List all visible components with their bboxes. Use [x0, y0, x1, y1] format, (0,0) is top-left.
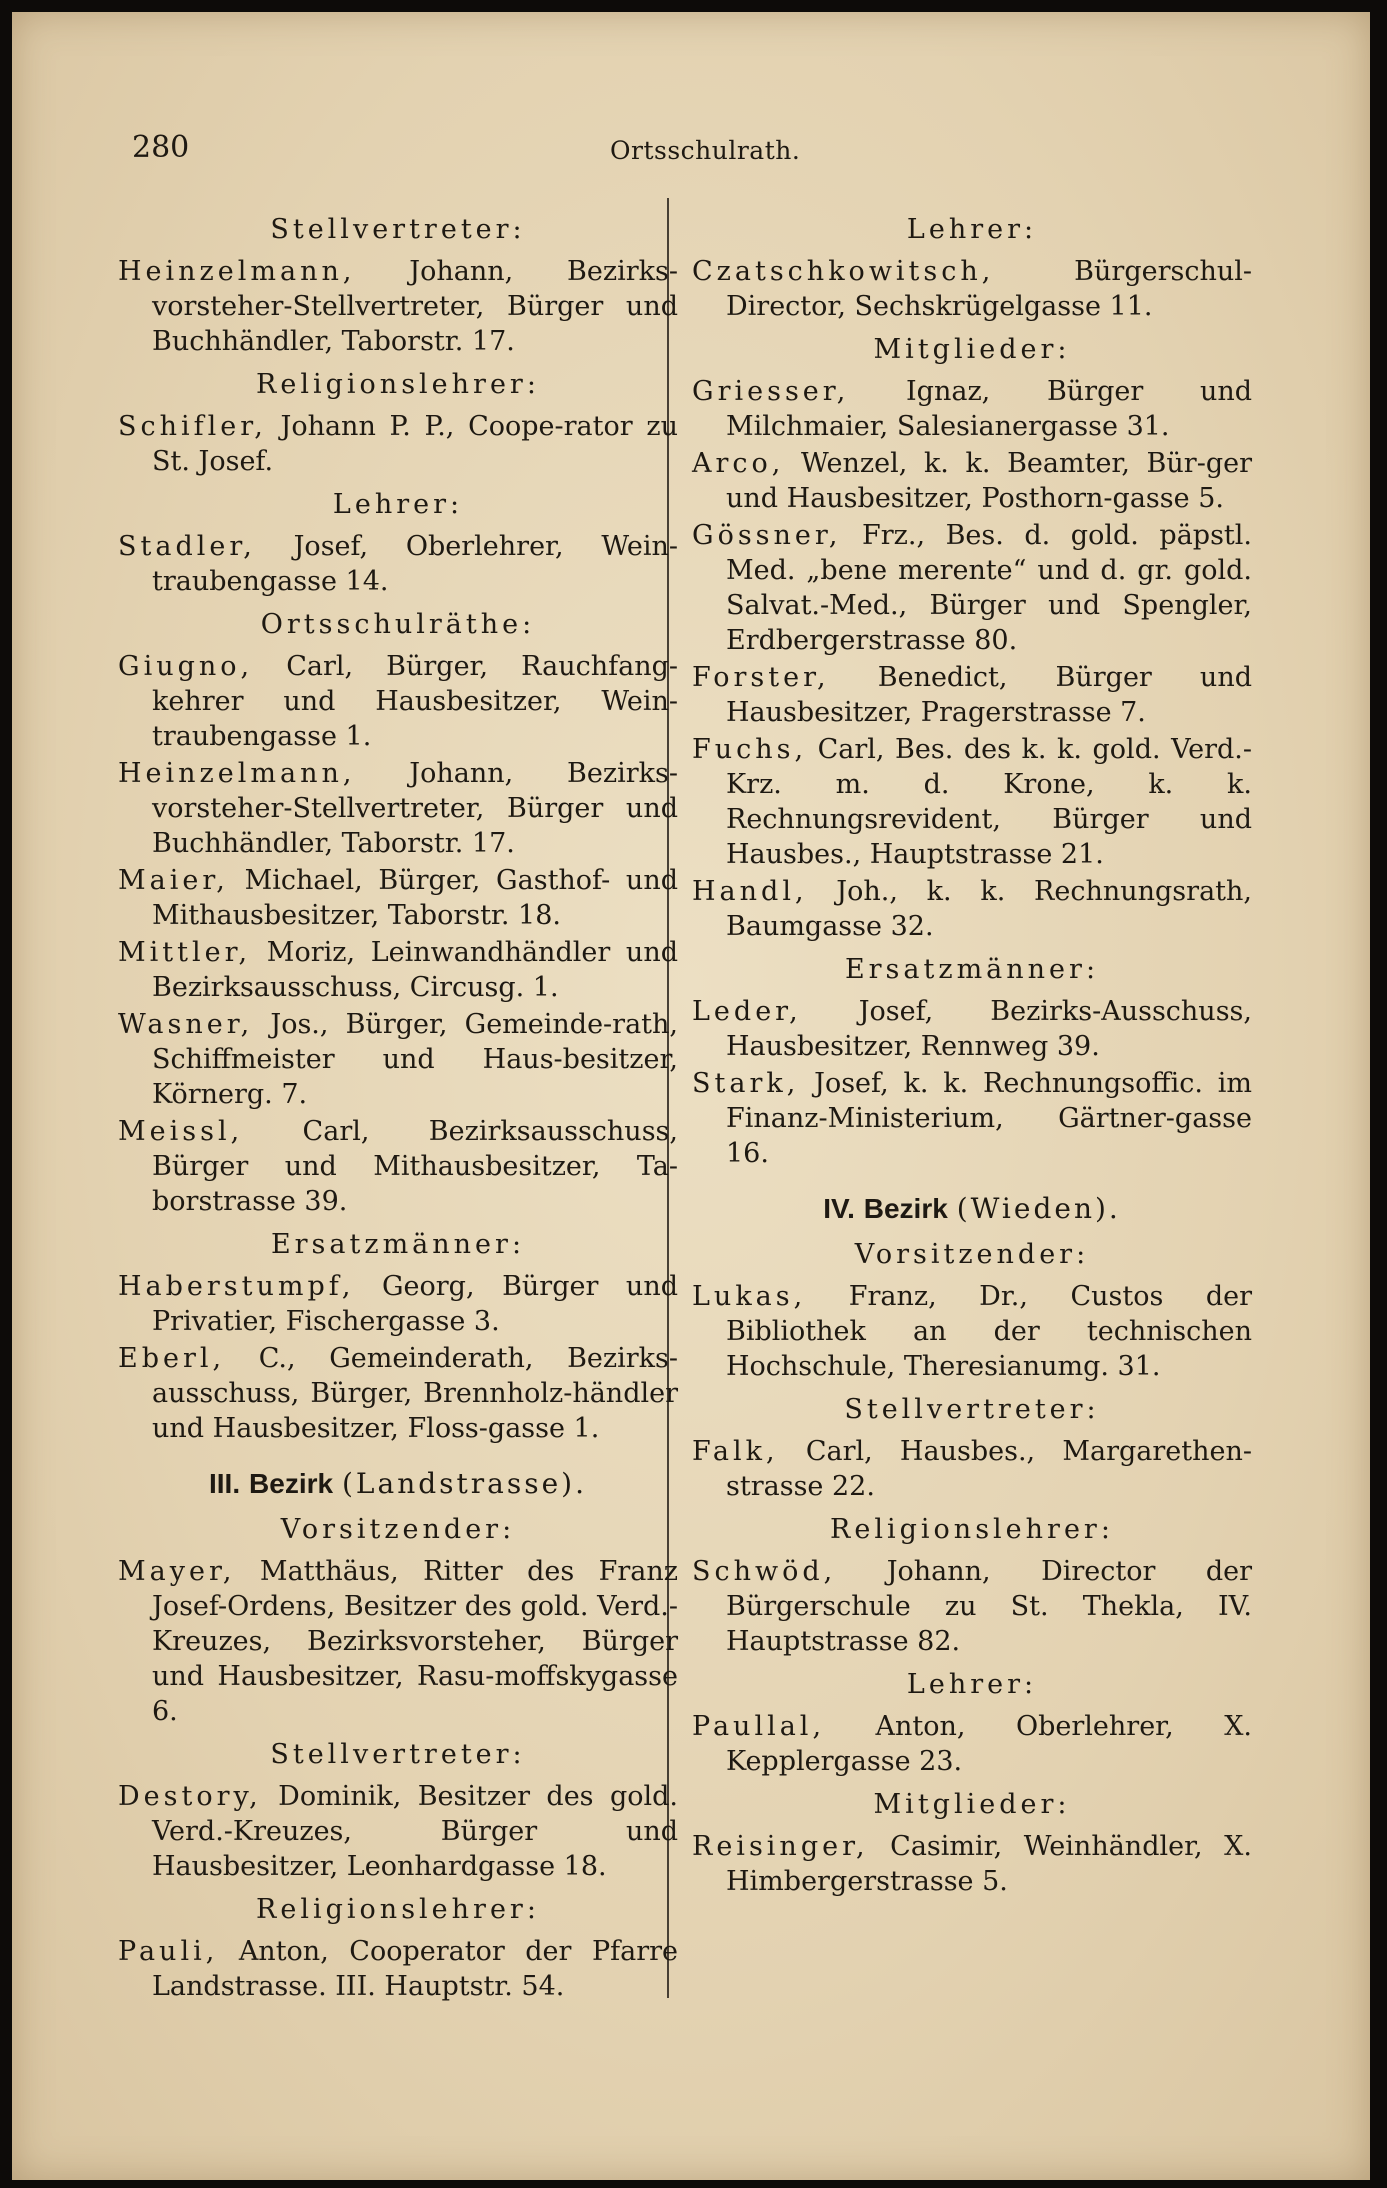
page-number: 280 [132, 130, 190, 165]
person-name: Stadler, [118, 531, 256, 562]
entry-text: Josef, Oberlehrer, Wein-traubengasse 14. [152, 531, 678, 597]
entry-text: Carl, Bürger, Rauchfang-kehrer und Hausbesitzer, Wein-traubengasse 1. [152, 651, 678, 752]
list-item [692, 1066, 1252, 1171]
person-name: Forster, [692, 662, 830, 693]
entry-text: Anton, Oberlehrer, X. Kepplergasse 23. [726, 1711, 1252, 1777]
district-heading [118, 1464, 678, 1504]
list-item [692, 1554, 1252, 1659]
person-name: Meissl, [118, 1116, 244, 1147]
section-heading: Ersatzmänner: [270, 1229, 526, 1260]
list-item [692, 994, 1252, 1064]
entry-text: Matthäus, Ritter des Franz Josef-Ordens, Besitzer des gold. Verd.-Kreuzes, Bezirksvorsteher, Bürger und Hausbesitzer, Rasu-moffskygasse 6. [152, 1556, 678, 1727]
list-item [692, 518, 1252, 658]
section-heading: Stellvertreter: [844, 1394, 1100, 1425]
section-heading: Vorsitzender: [854, 1239, 1090, 1270]
section-heading: Mitglieder: [873, 334, 1071, 365]
entry-text: Carl, Bes. des k. k. gold. Verd.-Krz. m. d. Krone, k. k. Rechnungsrevident, Bürger und Hausbes., Hauptstrasse 21. [726, 734, 1252, 870]
list-item [692, 874, 1252, 944]
person-name: Griesser, [692, 376, 850, 407]
section-heading: Mitglieder: [873, 1789, 1071, 1820]
person-name: Giugno, [118, 651, 254, 682]
running-title: Ortsschulrath. [610, 136, 801, 165]
person-name: Falk, [692, 1436, 779, 1467]
entry-text: Georg, Bürger und Privatier, Fischergasse 3. [152, 1271, 678, 1337]
person-name: Fuchs, [692, 734, 808, 765]
person-name: Heinzelmann, [118, 758, 356, 789]
list-item [692, 1434, 1252, 1504]
person-name: Czatschkowitsch, [692, 256, 995, 287]
list-item [118, 1554, 678, 1729]
district-heading [692, 1189, 1252, 1229]
person-name: Mittler, [118, 937, 252, 968]
list-item [692, 1709, 1252, 1779]
section-heading: Stellvertreter: [270, 214, 526, 245]
entry-text: Casimir, Weinhändler, X. Himbergerstrasse 5. [726, 1831, 1252, 1897]
list-item [692, 1279, 1252, 1384]
person-name: Handl, [692, 876, 808, 907]
entry-text: Johann, Bezirks-vorsteher-Stellvertreter, Bürger und Buchhändler, Taborstr. 17. [152, 256, 678, 357]
section-heading: Lehrer: [906, 1669, 1038, 1700]
entry-text: Bürgerschul-Director, Sechskrügelgasse 11. [726, 256, 1252, 322]
list-item [118, 756, 678, 861]
list-item [118, 1114, 678, 1219]
section-heading: Religionslehrer: [256, 369, 540, 400]
entry-text: Wenzel, k. k. Beamter, Bür-ger und Hausbesitzer, Posthorn-gasse 5. [726, 448, 1252, 514]
person-name: Pauli, [118, 1936, 219, 1967]
list-item [118, 1007, 678, 1112]
list-item [692, 1829, 1252, 1899]
person-name: Mayer, [118, 1556, 236, 1587]
entry-text: Moriz, Leinwandhändler und Bezirksausschuss, Circusg. 1. [152, 937, 678, 1003]
section-heading: Religionslehrer: [256, 1894, 540, 1925]
district-name: (Wieden). [956, 1192, 1121, 1225]
entry-text: Josef, Bezirks-Ausschuss, Hausbesitzer, Rennweg 39. [726, 996, 1252, 1062]
district-word: Bezirk [863, 1193, 948, 1224]
list-item [118, 409, 678, 479]
list-item [118, 863, 678, 933]
district-word: Bezirk [249, 1468, 334, 1499]
entry-text: Carl, Bezirksausschuss, Bürger und Mithausbesitzer, Ta-borstrasse 39. [152, 1116, 678, 1217]
section-heading: Lehrer: [906, 214, 1038, 245]
right-column [692, 204, 1252, 1901]
entry-text: Dominik, Besitzer des gold. Verd.-Kreuzes, Bürger und Hausbesitzer, Leonhardgasse 18. [152, 1781, 678, 1882]
district-name: (Landstrasse). [341, 1467, 587, 1500]
entry-text: Johann P. P., Coope-rator zu St. Josef. [152, 411, 678, 477]
person-name: Lukas, [692, 1281, 807, 1312]
list-item [118, 1269, 678, 1339]
district-number: III. [209, 1468, 241, 1499]
left-column [118, 204, 678, 2006]
person-name: Wasner, [118, 1009, 254, 1040]
entry-text: Ignaz, Bürger und Milchmaier, Salesianergasse 31. [726, 376, 1252, 442]
list-item [118, 1341, 678, 1446]
section-heading: Religionslehrer: [830, 1514, 1114, 1545]
entry-text: C., Gemeinderath, Bezirks-ausschuss, Bürger, Brennholz-händler und Hausbesitzer, Floss-gasse 1. [152, 1343, 678, 1444]
entry-text: Michael, Bürger, Gasthof- und Mithausbesitzer, Taborstr. 18. [152, 865, 678, 931]
person-name: Reisinger, [692, 1831, 869, 1862]
list-item [118, 254, 678, 359]
person-name: Arco, [692, 448, 785, 479]
book-page [12, 12, 1370, 2180]
list-item [692, 660, 1252, 730]
section-heading: Lehrer: [332, 489, 464, 520]
list-item [118, 1779, 678, 1884]
entry-text: Johann, Director der Bürgerschule zu St. Thekla, IV. Hauptstrasse 82. [726, 1556, 1252, 1657]
person-name: Gössner, [692, 520, 842, 551]
person-name: Heinzelmann, [118, 256, 356, 287]
entry-text: Joh., k. k. Rechnungsrath, Baumgasse 32. [726, 876, 1252, 942]
list-item [118, 1934, 678, 2004]
person-name: Stark, [692, 1068, 800, 1099]
person-name: Paullal, [692, 1711, 826, 1742]
person-name: Schwöd, [692, 1556, 837, 1587]
entry-text: Carl, Hausbes., Margarethen-strasse 22. [726, 1436, 1252, 1502]
person-name: Destory, [118, 1781, 262, 1812]
entry-text: Frz., Bes. d. gold. päpstl. Med. „bene merente“ und d. gr. gold. Salvat.-Med., Bürger und Spengler, Erdbergerstrasse 80. [726, 520, 1252, 656]
list-item [118, 529, 678, 599]
list-item [692, 374, 1252, 444]
entry-text: Franz, Dr., Custos der Bibliothek an der technischen Hochschule, Theresianumg. 31. [726, 1281, 1252, 1382]
person-name: Maier, [118, 865, 229, 896]
list-item [692, 254, 1252, 324]
person-name: Haberstumpf, [118, 1271, 355, 1302]
list-item [692, 446, 1252, 516]
person-name: Schifler, [118, 411, 267, 442]
list-item [118, 935, 678, 1005]
entry-text: Anton, Cooperator der Pfarre Landstrasse. III. Hauptstr. 54. [152, 1936, 678, 2002]
person-name: Leder, [692, 996, 802, 1027]
section-heading: Stellvertreter: [270, 1739, 526, 1770]
entry-text: Johann, Bezirks-vorsteher-Stellvertreter, Bürger und Buchhändler, Taborstr. 17. [152, 758, 678, 859]
entry-text: Josef, k. k. Rechnungsoffic. im Finanz-Ministerium, Gärtner-gasse 16. [726, 1068, 1252, 1169]
list-item [118, 649, 678, 754]
entry-text: Jos., Bürger, Gemeinde-rath, Schiffmeister und Haus-besitzer, Körnerg. 7. [152, 1009, 678, 1110]
section-heading: Vorsitzender: [280, 1514, 516, 1545]
list-item [692, 732, 1252, 872]
section-heading: Ersatzmänner: [844, 954, 1100, 985]
section-heading: Ortsschulräthe: [260, 609, 536, 640]
person-name: Eberl, [118, 1343, 226, 1374]
district-number: IV. [823, 1193, 855, 1224]
entry-text: Benedict, Bürger und Hausbesitzer, Pragerstrasse 7. [726, 662, 1252, 728]
